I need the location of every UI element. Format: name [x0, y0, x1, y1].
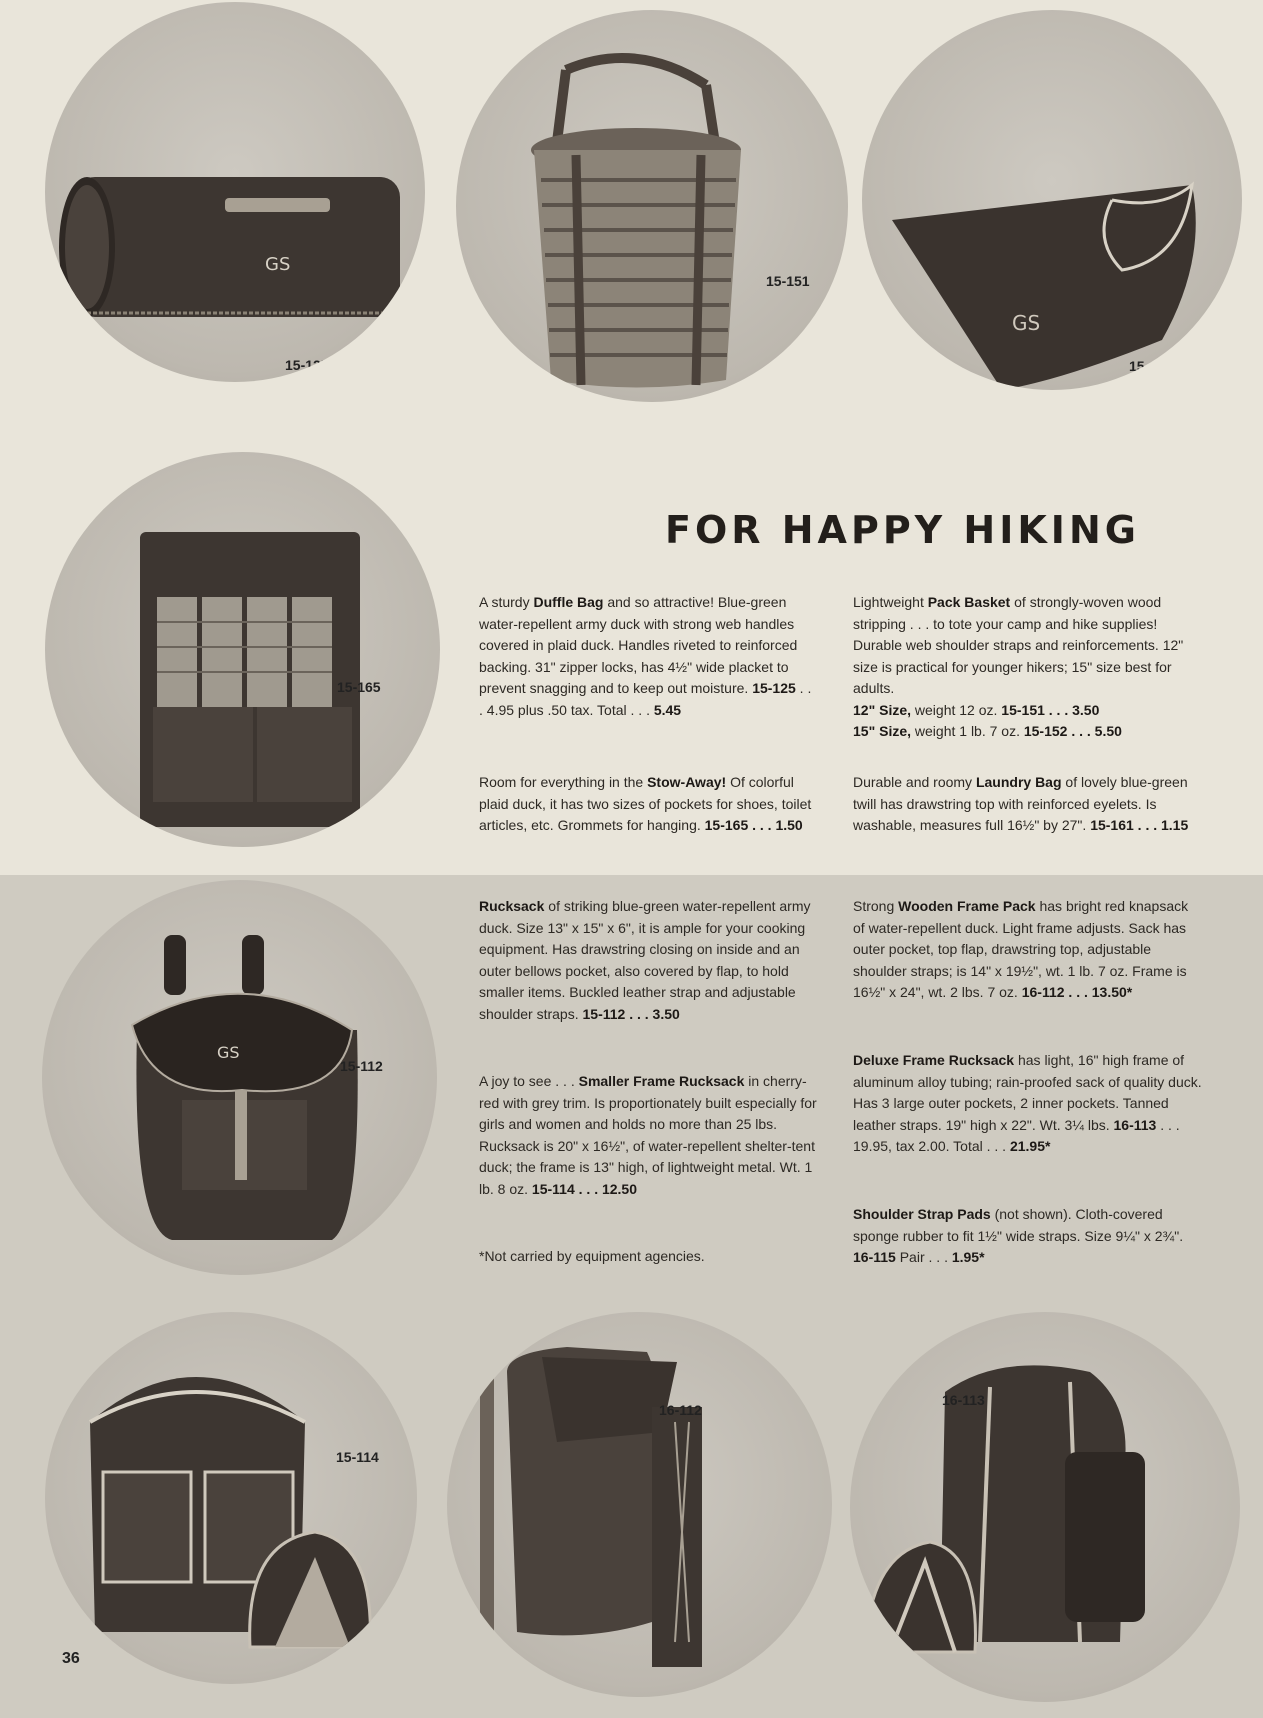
photo-rucksack — [42, 880, 437, 1275]
stowaway-pre: Room for everything in the — [479, 774, 648, 790]
duffle-name: Duffle Bag — [533, 594, 604, 610]
smaller-frame-body: in cherry-red with grey trim. Is proportionately built especially for girls and women and holds no more than 25 lbs. Rucksack is 20" x 16½", of water-repellent shelter-tent duck; the frame is 13" high, of lightweight metal. Wt. 1 lb. 8 oz. — [479, 1073, 817, 1197]
page-heading: FOR HAPPY HIKING — [665, 508, 1140, 552]
rucksack-image — [42, 880, 437, 1275]
rucksack-price: 15-112 . . . 3.50 — [582, 1005, 680, 1022]
desc-stow-away — [479, 772, 814, 837]
pads-body: (not shown). Cloth-covered sponge rubber to fit 1½" wide straps. Size 9¼" x 2¾". — [853, 1206, 1184, 1244]
duffle-price-total: 5.45 — [653, 701, 682, 718]
wooden-frame-pre: Strong — [853, 898, 899, 914]
code-15-151: 15-151 — [766, 273, 810, 289]
rucksack-name: Rucksack — [479, 898, 545, 914]
pads-price-total: 1.95* — [951, 1249, 985, 1265]
code-15-125: 15-125 — [285, 357, 329, 373]
deluxe-price-text: . . . 19.95, tax 2.00. Total . . . — [853, 1116, 1180, 1154]
photo-stow-away — [45, 452, 440, 847]
basket-size12-price: 15-151 . . . 3.50 — [1001, 701, 1100, 718]
duffle-body: and so attractive! Blue-green water-repellent army duck with strong web handles covered in plaid duck. Handles riveted to reinforced backing. 31" zipper locks, has 4½" wide placket to prevent snagging and to keep out moisture. — [479, 594, 798, 696]
pads-name: Shoulder Strap Pads — [853, 1206, 991, 1222]
deluxe-body: has light, 16" high frame of aluminum alloy tubing; rain-proofed sack of quality duck. Has 3 large outer pockets, 2 inner pockets. Tanned leather straps. 19" high x 22". Wt. 3¼ lbs. — [853, 1052, 1202, 1133]
laundry-name: Laundry Bag — [975, 774, 1062, 790]
code-15-161: 15-161 — [1129, 358, 1173, 374]
code-15-112: 15-112 — [340, 1058, 383, 1074]
photo-wooden-frame-pack — [447, 1312, 832, 1697]
smaller-frame-name: Smaller Frame Rucksack — [578, 1073, 745, 1089]
deluxe-frame-rucksack-image — [850, 1312, 1240, 1702]
wooden-frame-body: has bright red knapsack of water-repellent duck. Light frame adjusts. Sack has outer pocket, top flap, drawstring top, adjustable shoulder straps; is 14" x 19½", wt. 1 lb. 7 oz. Frame is 16½" x 24", wt. 2 lbs. 7 oz. — [853, 898, 1189, 1000]
svg-text:GS: GS — [265, 254, 291, 275]
code-15-114: 15-114 — [336, 1449, 379, 1465]
duffle-bag-image — [45, 2, 425, 382]
stowaway-body: Of colorful plaid duck, it has two sizes of pockets for shoes, toilet articles, etc. Grommets for hanging. — [479, 774, 812, 833]
laundry-price: 15-161 . . . 1.15 — [1090, 817, 1189, 833]
basket-name: Pack Basket — [927, 594, 1011, 610]
desc-laundry-bag — [853, 772, 1198, 837]
photo-smaller-frame-rucksack — [45, 1312, 417, 1684]
basket-pre: Lightweight — [853, 594, 928, 610]
footnote: *Not carried by equipment agencies. — [479, 1248, 705, 1264]
basket-size15-text: weight 1 lb. 7 oz. — [911, 723, 1024, 739]
photo-duffle-bag — [45, 2, 425, 382]
smaller-frame-rucksack-image — [45, 1312, 417, 1684]
svg-text:GS: GS — [1012, 311, 1041, 335]
smaller-frame-price: 15-114 . . . 12.50 — [531, 1180, 638, 1197]
laundry-pre: Durable and roomy — [853, 774, 976, 790]
code-16-112: 16-112 — [659, 1402, 702, 1418]
duffle-price-code: 15-125 — [752, 680, 796, 696]
pack-basket-image — [456, 10, 848, 402]
photo-pack-basket — [456, 10, 848, 402]
desc-smaller-frame-rucksack — [479, 1071, 819, 1200]
svg-text:GS: GS — [217, 1043, 240, 1062]
basket-size12-label: 12" Size, — [853, 701, 912, 718]
page-number: 36 — [62, 1650, 80, 1667]
wooden-frame-name: Wooden Frame Pack — [898, 898, 1036, 914]
pads-price-text: Pair . . . — [895, 1249, 952, 1265]
stow-away-image — [45, 452, 440, 847]
duffle-price-text: . . . 4.95 plus .50 tax. Total . . . — [479, 680, 812, 718]
pads-price-code: 16-115 — [853, 1249, 896, 1265]
code-16-113: 16-113 — [942, 1392, 985, 1408]
stowaway-name: Stow-Away! — [647, 774, 727, 790]
desc-pack-basket — [853, 592, 1198, 743]
laundry-body: of lovely blue-green twill has drawstring top with reinforced eyelets. Is washable, measures full 16½" by 27". — [853, 774, 1188, 833]
basket-body: of strongly-woven wood stripping . . . to tote your camp and hike supplies! Durable web shoulder straps and reinforcements. 12" size is practical for younger hikers; 15" size best for adults. — [853, 594, 1184, 696]
duffle-pre: A sturdy — [479, 594, 534, 610]
basket-size12-text: weight 12 oz. — [911, 701, 1002, 718]
basket-size15-label: 15" Size, — [853, 723, 912, 739]
deluxe-price-total: 21.95* — [1009, 1138, 1051, 1154]
laundry-bag-image — [862, 10, 1242, 390]
deluxe-name: Deluxe Frame Rucksack — [853, 1052, 1015, 1068]
wooden-frame-pack-image — [447, 1312, 832, 1697]
stowaway-price: 15-165 . . . 1.50 — [704, 817, 803, 833]
photo-deluxe-frame-rucksack — [850, 1312, 1240, 1702]
desc-wooden-frame-pack — [853, 896, 1203, 1004]
smaller-frame-pre: A joy to see . . . — [479, 1073, 579, 1089]
code-15-165: 15-165 — [337, 679, 381, 695]
desc-rucksack — [479, 896, 819, 1025]
basket-size15-price: 15-152 . . . 5.50 — [1023, 723, 1122, 739]
desc-duffle-bag — [479, 592, 819, 721]
deluxe-price-code: 16-113 — [1113, 1116, 1157, 1133]
rucksack-body: of striking blue-green water-repellent army duck. Size 13" x 15" x 6", it is ample for your cooking equipment. Has drawstring closing on inside and an outer bellows pocket, also covered by flap, to hold smaller items. Buckled leather strap and adjustable shoulder straps. — [479, 898, 811, 1022]
desc-deluxe-frame-rucksack — [853, 1050, 1203, 1158]
desc-shoulder-strap-pads — [853, 1204, 1203, 1269]
photo-laundry-bag — [862, 10, 1242, 390]
wooden-frame-price: 16-112 . . . 13.50* — [1021, 984, 1133, 1000]
